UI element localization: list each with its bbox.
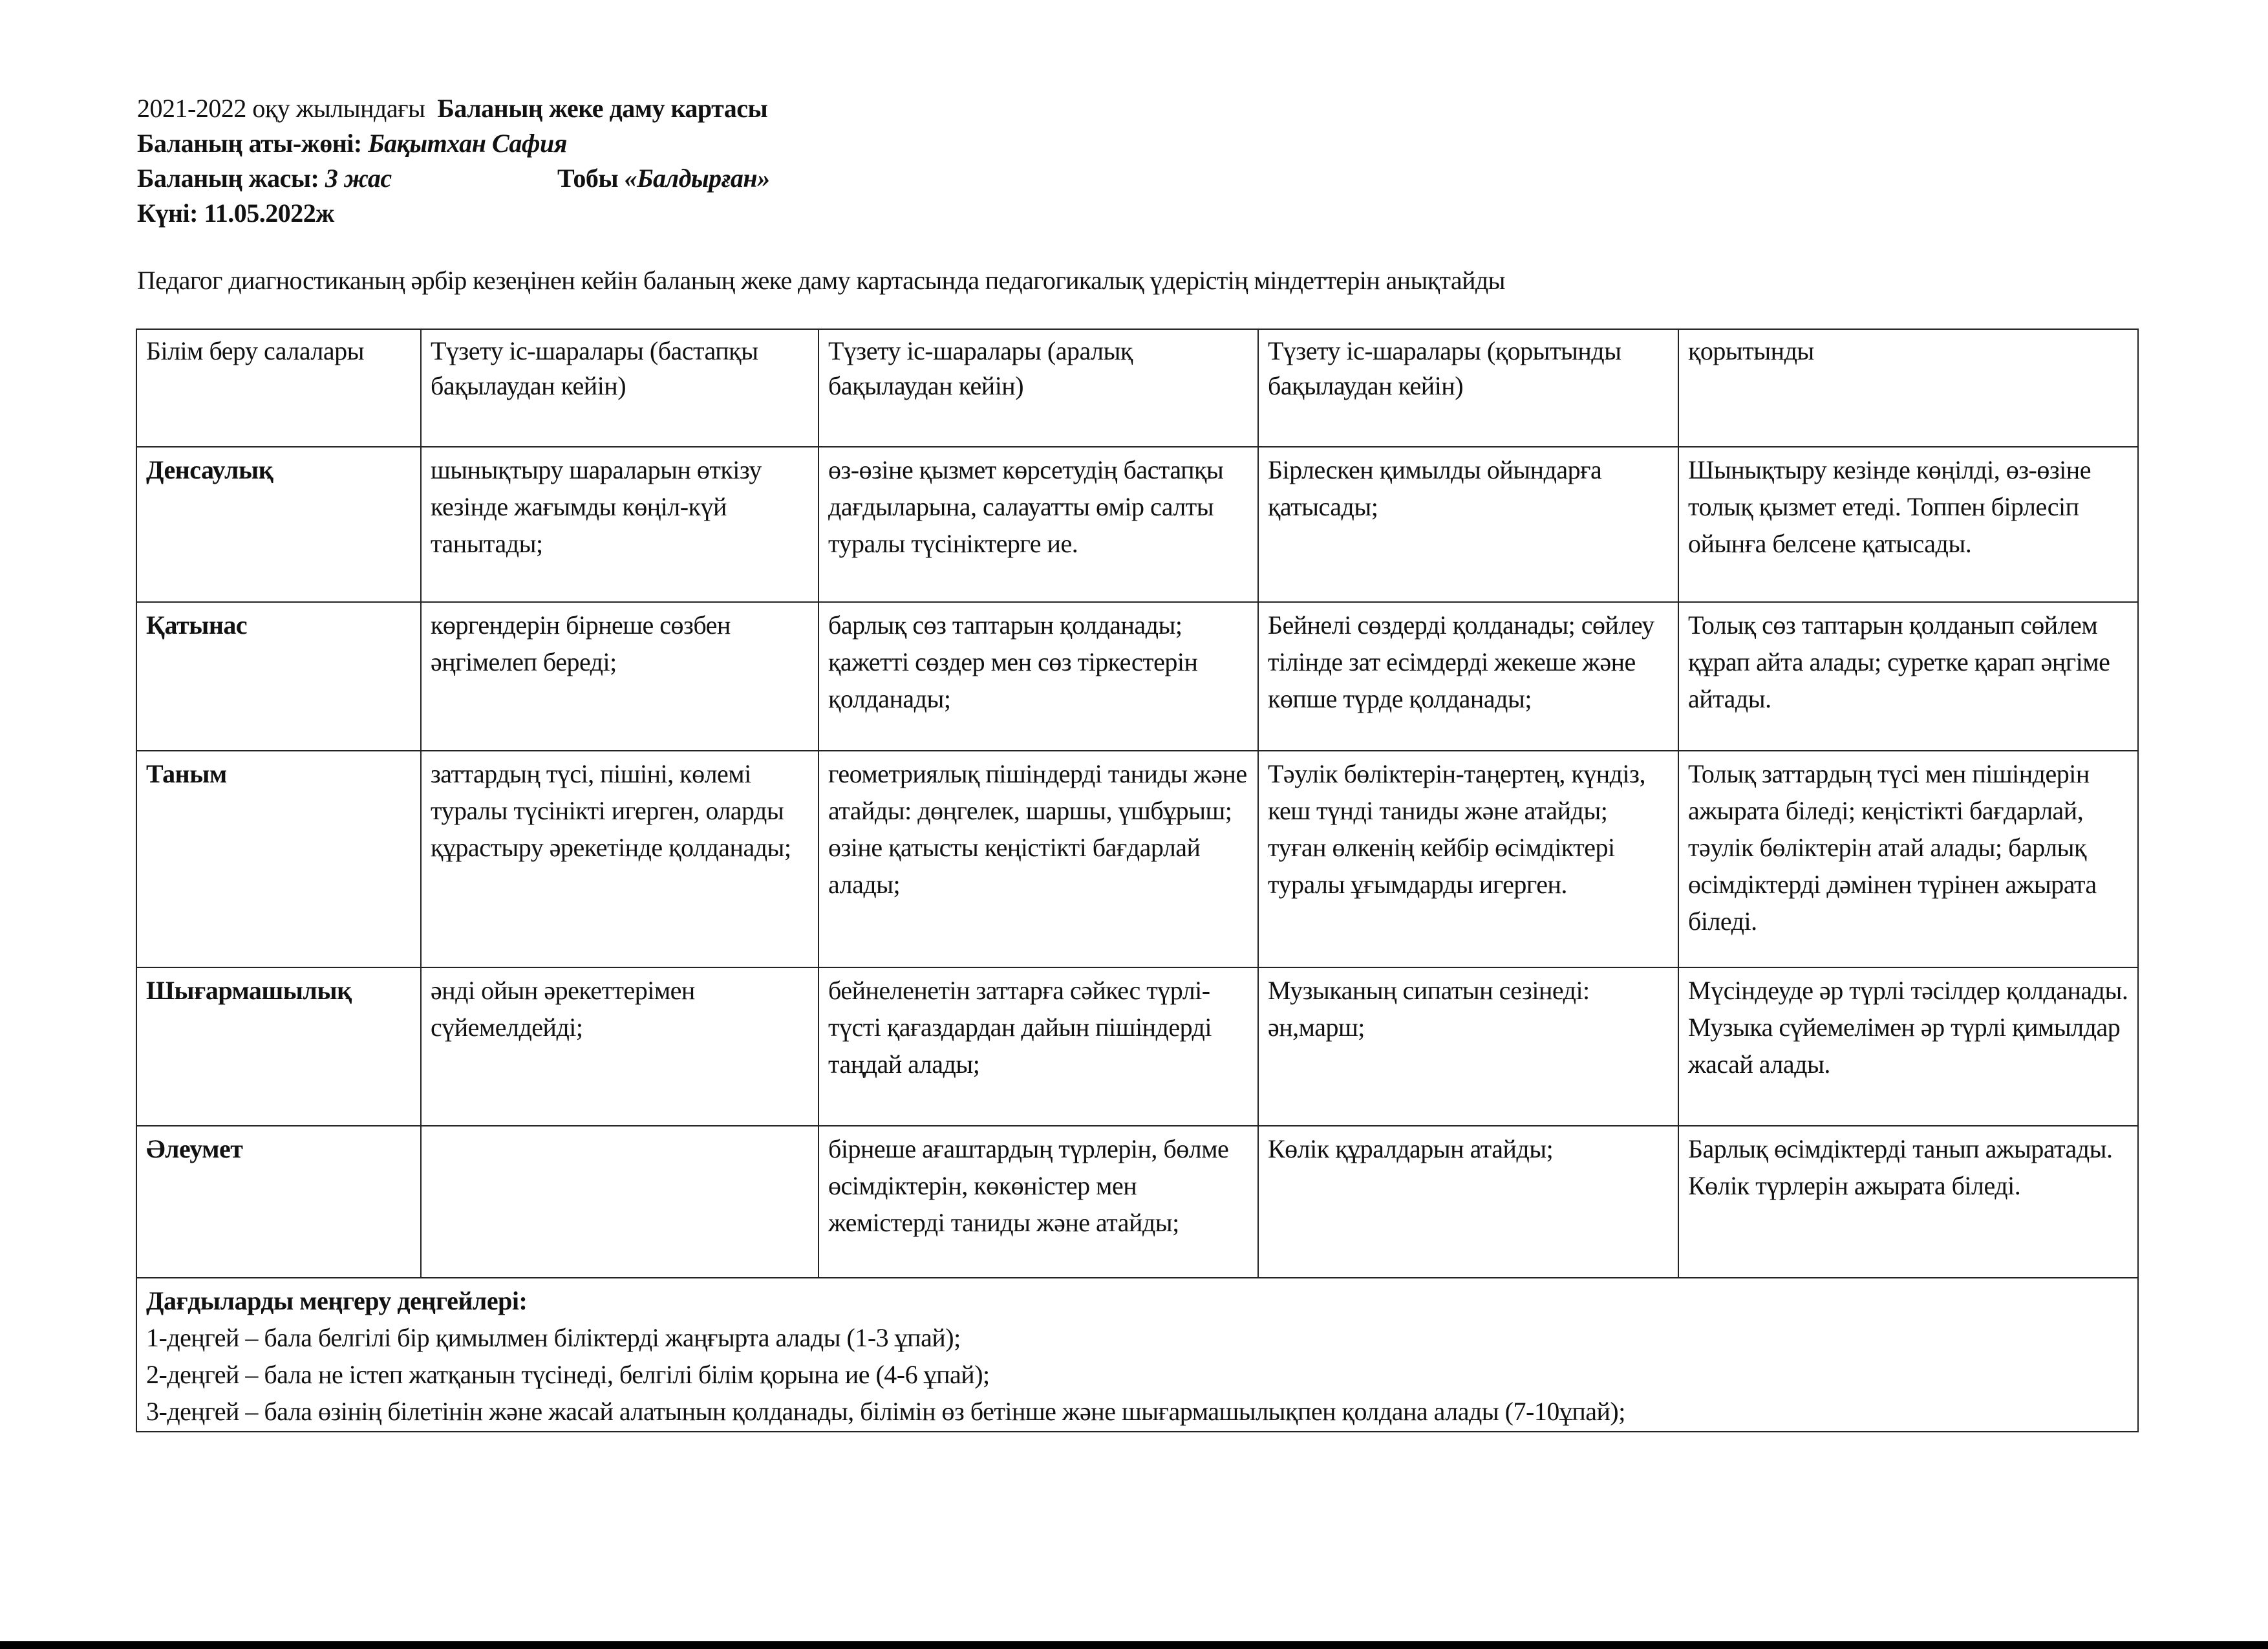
table-row <box>136 751 2138 967</box>
initial-cell <box>421 1126 818 1278</box>
column-header-areas: Білім беру салалары <box>136 329 421 447</box>
intermediate-cell: бірнеше ағаштардың түрлерін, бөлме өсімдіктерін, көкөністер мен жемістерді таниды және атайды; <box>818 1126 1258 1278</box>
final-cell: Бірлескен қимылды ойындарға қатысады; <box>1258 447 1678 602</box>
child-age-label: Баланың жасы: <box>137 164 319 193</box>
column-header-conclusion: қорытынды <box>1678 329 2138 447</box>
area-cell: Шығармашылық <box>136 967 421 1126</box>
conclusion-cell: Мүсіндеуде әр түрлі тәсілдер қолданады. Музыка сүйемелімен әр түрлі қимылдар жасай алады. <box>1678 967 2138 1126</box>
header-name-line <box>137 127 567 160</box>
final-cell: Көлік құралдарын атайды; <box>1258 1126 1678 1278</box>
date-value: 11.05.2022ж <box>204 199 334 228</box>
final-cell: Музыканың сипатын сезінеді: ән,марш; <box>1258 967 1678 1126</box>
skill-levels-legend <box>136 1278 2138 1432</box>
header-age-line <box>137 162 913 195</box>
header-year-line <box>137 92 767 125</box>
area-cell: Денсаулық <box>136 447 421 602</box>
initial-cell: әнді ойын әрекеттерімен сүйемелдейді; <box>421 967 818 1126</box>
final-cell: Тәулік бөліктерін-таңертең, күндіз, кеш түнді таниды және атайды; туған өлкенің кейбір өсімдіктері туралы ұғымдарды игерген. <box>1258 751 1678 967</box>
legend-level-1: 1-деңгей – бала белгілі бір қимылмен біліктерді жаңғырта алады (1-3 ұпай); <box>146 1323 961 1352</box>
legend-title: Дағдыларды меңгеру деңгейлері: <box>146 1286 528 1315</box>
document-title: Баланың жеке даму картасы <box>437 94 768 123</box>
child-age-value: 3 жас <box>325 164 392 193</box>
legend-level-2: 2-деңгей – бала не істеп жатқанын түсінеді, белгілі білім қорына ие (4-6 ұпай); <box>146 1360 990 1389</box>
header-date-line <box>137 197 334 230</box>
conclusion-cell: Толық сөз таптарын қолданып сөйлем құрап айта алады; суретке қарап әңгіме айтады. <box>1678 602 2138 751</box>
conclusion-cell: Барлық өсімдіктерді танып ажыратады. Көлік түрлерін ажырата біледі. <box>1678 1126 2138 1278</box>
intermediate-cell: бейнеленетін заттарға сәйкес түрлі-түсті қағаздардан дайын пішіндерді таңдай алады; <box>818 967 1258 1126</box>
development-map-table <box>136 329 2139 1432</box>
conclusion-cell: Толық заттардың түсі мен пішіндерін ажырата біледі; кеңістікті бағдарлай, тәулік бөліктерін атай алады; барлық өсімдіктерді дәмінен түрінен ажырата біледі. <box>1678 751 2138 967</box>
conclusion-cell: Шынықтыру кезінде көңілді, өз-өзіне толық қызмет етеді. Топпен бірлесіп ойынға белсене қатысады. <box>1678 447 2138 602</box>
column-header-final: Түзету іс-шаралары (қорытынды бақылаудан кейін) <box>1258 329 1678 447</box>
legend-row <box>136 1278 2138 1432</box>
group-field <box>557 162 770 195</box>
table-row <box>136 447 2138 602</box>
intermediate-cell: барлық сөз таптарын қолданады; қажетті сөздер мен сөз тіркестерін қолданады; <box>818 602 1258 751</box>
final-cell: Бейнелі сөздерді қолданады; сөйлеу тілінде зат есімдерді жекеше және көпше түрде қолданады; <box>1258 602 1678 751</box>
date-label: Күні: <box>137 199 198 228</box>
child-name-label: Баланың аты-жөні: <box>137 129 362 158</box>
table-row <box>136 967 2138 1126</box>
column-header-intermediate: Түзету іс-шаралары (аралық бақылаудан кейін) <box>818 329 1258 447</box>
initial-cell: шынықтыру шараларын өткізу кезінде жағымды көңіл-күй танытады; <box>421 447 818 602</box>
area-cell: Таным <box>136 751 421 967</box>
column-header-initial: Түзету іс-шаралары (бастапқы бақылаудан кейін) <box>421 329 818 447</box>
scan-edge-bar <box>0 1641 2268 1649</box>
instruction-subtitle: Педагог диагностиканың әрбір кезеңінен кейін баланың жеке даму картасында педагогикалық үдерістің міндеттерін анықтайды <box>137 266 1505 295</box>
area-cell: Қатынас <box>136 602 421 751</box>
child-name-value: Бақытхан Сафия <box>368 129 567 158</box>
academic-year-text: 2021-2022 оқу жылындағы <box>137 94 425 123</box>
group-value: «Балдырған» <box>624 164 770 193</box>
legend-level-3: 3-деңгей – бала өзінің білетінін және жасай алатынын қолданады, білімін өз бетінше және шығармашылықпен қолдана алады (7-10ұпай); <box>146 1397 1625 1426</box>
group-label: Тобы <box>557 164 619 193</box>
intermediate-cell: геометриялық пішіндерді таниды және атайды: дөңгелек, шаршы, үшбұрыш; өзіне қатысты кеңістікті бағдарлай алады; <box>818 751 1258 967</box>
initial-cell: заттардың түсі, пішіні, көлемі туралы түсінікті игерген, оларды құрастыру әрекетінде қолданады; <box>421 751 818 967</box>
intermediate-cell: өз-өзіне қызмет көрсетудің бастапқы дағдыларына, салауатты өмір салты туралы түсініктерге ие. <box>818 447 1258 602</box>
table-header-row <box>136 329 2138 447</box>
area-cell: Әлеумет <box>136 1126 421 1278</box>
table-row <box>136 1126 2138 1278</box>
initial-cell: көргендерін бірнеше сөзбен әңгімелеп береді; <box>421 602 818 751</box>
table-row <box>136 602 2138 751</box>
